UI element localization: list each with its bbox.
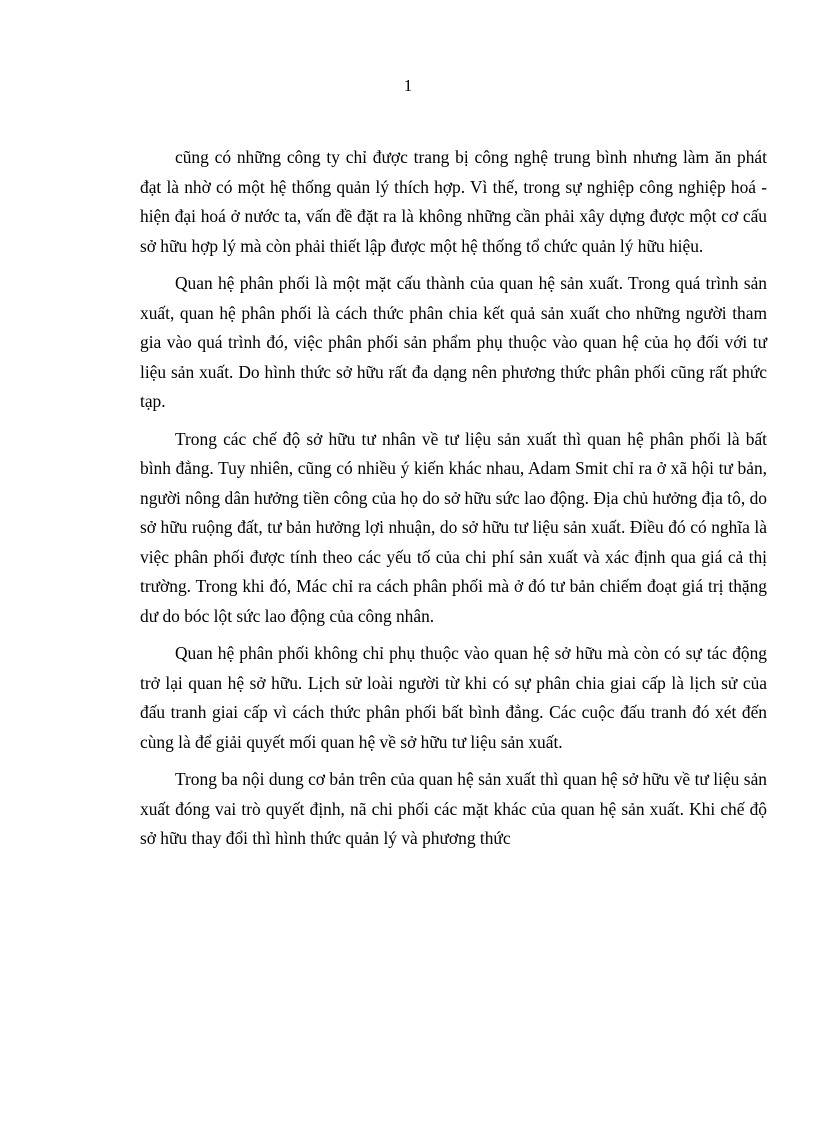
paragraph: Quan hệ phân phối là một mặt cấu thành của quan hệ sản xuất. Trong quá trình sản xuất, quan hệ phân phối là cách thức phân chia kết quả sản xuất cho những người tham gia vào quá trình đó, việc phân phối sản phẩm phụ thuộc vào quan hệ của họ đối với tư liệu sản xuất. Do hình thức sở hữu rất đa dạng nên phương thức phân phối cũng rất phức tạp. <box>140 273 767 411</box>
paragraph: cũng có những công ty chỉ được trang bị công nghệ trung bình nhưng làm ăn phát đạt là nhờ có một hệ thống quản lý thích hợp. Vì thế, trong sự nghiệp công nghiệp hoá - hiện đại hoá ở nước ta, vấn đề đặt ra là không những cần phải xây dựng được một cơ cấu sở hữu hợp lý mà còn phải thiết lập được một hệ thống tổ chức quản lý hữu hiệu. <box>140 147 767 256</box>
page-number: 1 <box>403 76 413 95</box>
paragraph: Trong các chế độ sở hữu tư nhân về tư liệu sản xuất thì quan hệ phân phối là bất bình đẳng. Tuy nhiên, cũng có nhiều ý kiến khác nhau, Adam Smit chỉ ra ở xã hội tư bản, người nông dân hưởng tiền công của họ do sở hữu sức lao động. Địa chủ hưởng địa tô, do sở hữu ruộng đất, tư bản hưởng lợi nhuận, do sở hữu tư liệu sản xuất. Điều đó có nghĩa là việc phân phối được tính theo các yếu tố của chi phí sản xuất và xác định qua giá cả thị trường. Trong khi đó, Mác chỉ ra cách phân phối mà ở đó tư bản chiếm đoạt giá trị thặng dư do bóc lột sức lao động của công nhân. <box>140 428 767 626</box>
paragraph: Quan hệ phân phối không chỉ phụ thuộc vào quan hệ sở hữu mà còn có sự tác động trở lại quan hệ sở hữu. Lịch sử loài người từ khi có sự phân chia giai cấp là lịch sử của đấu tranh giai cấp vì cách thức phân phối bất bình đẳng. Các cuộc đấu tranh đó xét đến cùng là để giải quyết mối quan hệ về sở hữu tư liệu sản xuất. <box>140 643 767 752</box>
paragraph: Trong ba nội dung cơ bản trên của quan hệ sản xuất thì quan hệ sở hữu về tư liệu sản xuất đóng vai trò quyết định, nã chi phối các mặt khác của quan hệ sản xuất. Khi chế độ sở hữu thay đổi thì hình thức quản lý và phương thức <box>140 769 767 848</box>
body-text <box>140 143 767 854</box>
